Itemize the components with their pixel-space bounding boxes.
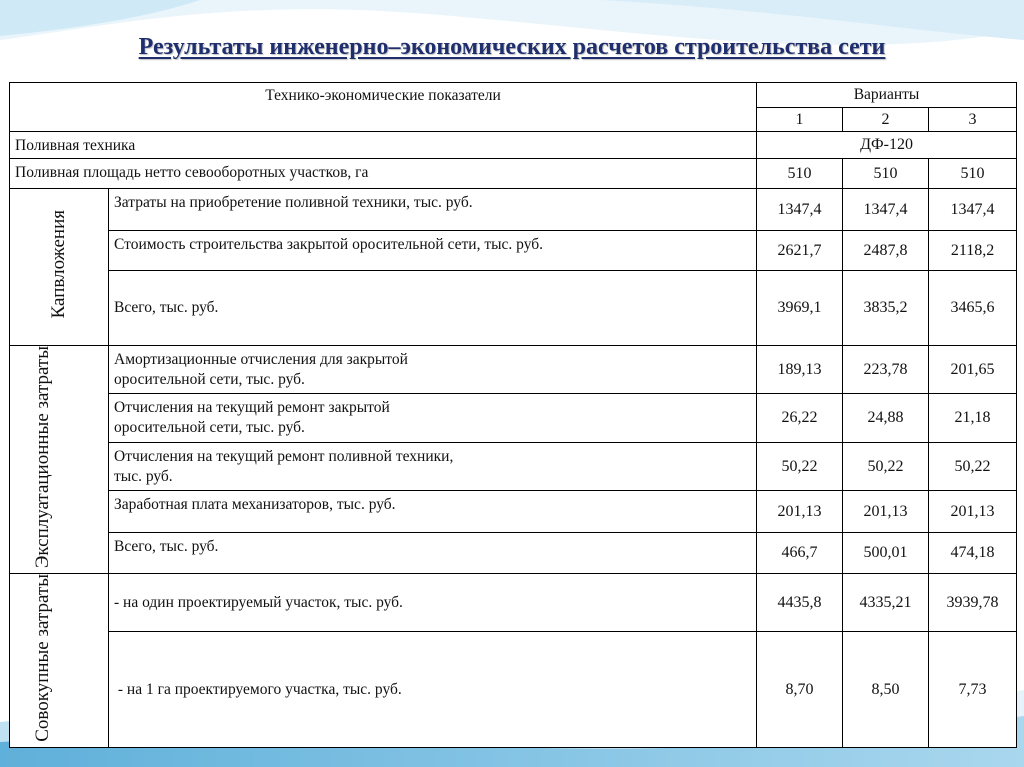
variant-1: 1 xyxy=(757,108,843,132)
machinery-label: Поливная техника xyxy=(10,132,757,159)
cell-value: 4435,8 xyxy=(757,574,843,632)
variant-3: 3 xyxy=(929,108,1017,132)
cell-value: 474,18 xyxy=(929,532,1017,573)
cell-value: 50,22 xyxy=(757,442,843,490)
table-row xyxy=(10,574,1017,632)
cell-value: 4335,21 xyxy=(843,574,929,632)
row-label-line: Отчисления на текущий ремонт закрытой xyxy=(114,399,390,417)
cell-value: 1347,4 xyxy=(843,189,929,231)
area-label: Поливная площадь нетто севооборотных участков, га xyxy=(10,159,757,189)
group-total xyxy=(10,574,109,748)
cell-value: 2621,7 xyxy=(757,231,843,271)
cell-value: 3835,2 xyxy=(843,271,929,346)
cell-value: 8,70 xyxy=(757,632,843,747)
cell-value: 201,13 xyxy=(757,491,843,532)
table-row xyxy=(10,532,1017,573)
row-label: Всего, тыс. руб. xyxy=(109,271,757,346)
row-label-line: Амортизационные отчисления для закрытой xyxy=(114,351,408,368)
cell-value: 201,13 xyxy=(929,491,1017,532)
table-row xyxy=(10,632,1017,747)
table-row xyxy=(10,159,1017,189)
header-indicators: Технико-экономические показатели xyxy=(10,83,757,132)
row-label xyxy=(109,346,757,394)
cell-value: 7,73 xyxy=(929,632,1017,747)
row-label: - на один проектируемый участок, тыс. руб. xyxy=(109,574,757,632)
row-label xyxy=(109,394,757,442)
machinery-value: ДФ-120 xyxy=(757,132,1017,159)
row-label: Стоимость строительства закрытой оросительной сети, тыс. руб. xyxy=(109,231,757,271)
cell-value: 2118,2 xyxy=(929,231,1017,271)
group-total-label: Совокупные затраты xyxy=(32,574,53,742)
table-row xyxy=(10,132,1017,159)
table-row xyxy=(10,491,1017,532)
group-operating xyxy=(10,346,109,574)
row-label-line: оросительной сети, тыс. руб. xyxy=(114,371,305,388)
table-row xyxy=(10,189,1017,231)
variant-2: 2 xyxy=(843,108,929,132)
cell-value: 3465,6 xyxy=(929,271,1017,346)
header-variants: Варианты xyxy=(757,83,1017,108)
cell-value: 21,18 xyxy=(929,394,1017,442)
cell-value: 201,13 xyxy=(843,491,929,532)
cell-value: 2487,8 xyxy=(843,231,929,271)
row-label xyxy=(109,442,757,490)
group-capital xyxy=(10,189,109,346)
table-row xyxy=(10,271,1017,346)
cell-value: 3939,78 xyxy=(929,574,1017,632)
cell-value: 223,78 xyxy=(843,346,929,394)
cell-value: 8,50 xyxy=(843,632,929,747)
table-row xyxy=(10,442,1017,490)
cell-value: 50,22 xyxy=(929,442,1017,490)
cell-value: 1347,4 xyxy=(929,189,1017,231)
group-operating-label: Эксплуатационные затраты xyxy=(32,346,53,569)
cell-value: 510 xyxy=(757,159,843,189)
results-table xyxy=(9,82,1017,748)
row-label: Заработная плата механизаторов, тыс. руб. xyxy=(109,491,757,532)
cell-value: 26,22 xyxy=(757,394,843,442)
row-label-line: Отчисления на текущий ремонт поливной техники, xyxy=(114,447,454,465)
cell-value: 1347,4 xyxy=(757,189,843,231)
cell-value: 50,22 xyxy=(843,442,929,490)
row-label: Всего, тыс. руб. xyxy=(109,532,757,573)
row-label-line: оросительной сети, тыс. руб. xyxy=(114,419,305,437)
cell-value: 3969,1 xyxy=(757,271,843,346)
cell-value: 24,88 xyxy=(843,394,929,442)
cell-value: 466,7 xyxy=(757,532,843,573)
table-row xyxy=(10,231,1017,271)
group-capital-label: Капвложения xyxy=(48,210,69,319)
row-label: Затраты на приобретение поливной техники, тыс. руб. xyxy=(109,189,757,231)
cell-value: 510 xyxy=(843,159,929,189)
cell-value: 189,13 xyxy=(757,346,843,394)
page-title: Результаты инженерно–экономических расчетов строительства сети xyxy=(138,34,886,60)
row-label-line: тыс. руб. xyxy=(114,467,173,485)
header-row xyxy=(10,83,1017,108)
row-label: - на 1 га проектируемого участка, тыс. руб. xyxy=(109,632,757,747)
cell-value: 201,65 xyxy=(929,346,1017,394)
table-row xyxy=(10,346,1017,394)
cell-value: 510 xyxy=(929,159,1017,189)
table-row xyxy=(10,394,1017,442)
cell-value: 500,01 xyxy=(843,532,929,573)
